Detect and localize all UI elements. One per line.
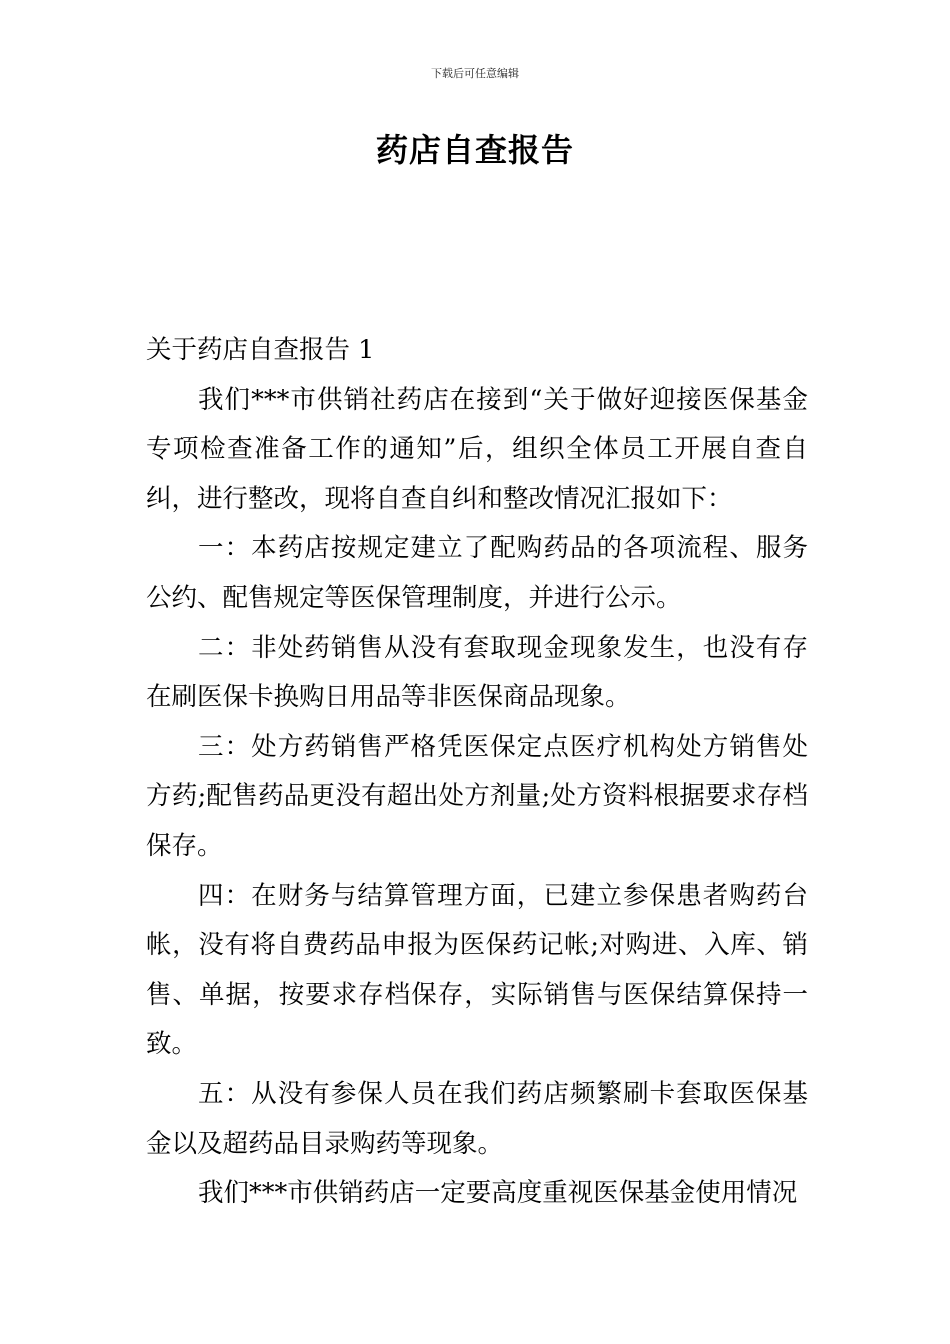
section-heading: 关于药店自查报告 1 — [146, 335, 375, 365]
header-note: 下载后可任意编辑 — [431, 67, 519, 80]
paragraph-item-3: 三：处方药销售严格凭医保定点医疗机构处方销售处方药;配售药品更没有超出处方剂量;处方资料根据要求存档保存。 — [146, 731, 808, 861]
document-body — [146, 326, 808, 1219]
paragraph-intro: 我们***市供销社药店在接到“关于做好迎接医保基金专项检查准备工作的通知”后，组织全体员工开展自查自纠，进行整改，现将自查自纠和整改情况汇报如下： — [146, 384, 808, 514]
paragraph-item-1: 一：本药店按规定建立了配购药品的各项流程、服务公约、配售规定等医保管理制度，并进行公示。 — [146, 533, 808, 613]
paragraph-item-2: 二：非处药销售从没有套取现金现象发生，也没有存在刷医保卡换购日用品等非医保商品现象。 — [146, 632, 808, 713]
paragraph-item-4: 四：在财务与结算管理方面，已建立参保患者购药台帐，没有将自费药品申报为医保药记帐;对购进、入库、销售、单据，按要求存档保存，实际销售与医保结算保持一致。 — [146, 880, 808, 1060]
document-title: 药店自查报告 — [375, 131, 574, 169]
paragraph-item-5: 五：从没有参保人员在我们药店频繁刷卡套取医保基金以及超药品目录购药等现象。 — [146, 1078, 808, 1159]
paragraph-closing: 我们***市供销药店一定要高度重视医保基金使用情况 — [198, 1178, 798, 1209]
